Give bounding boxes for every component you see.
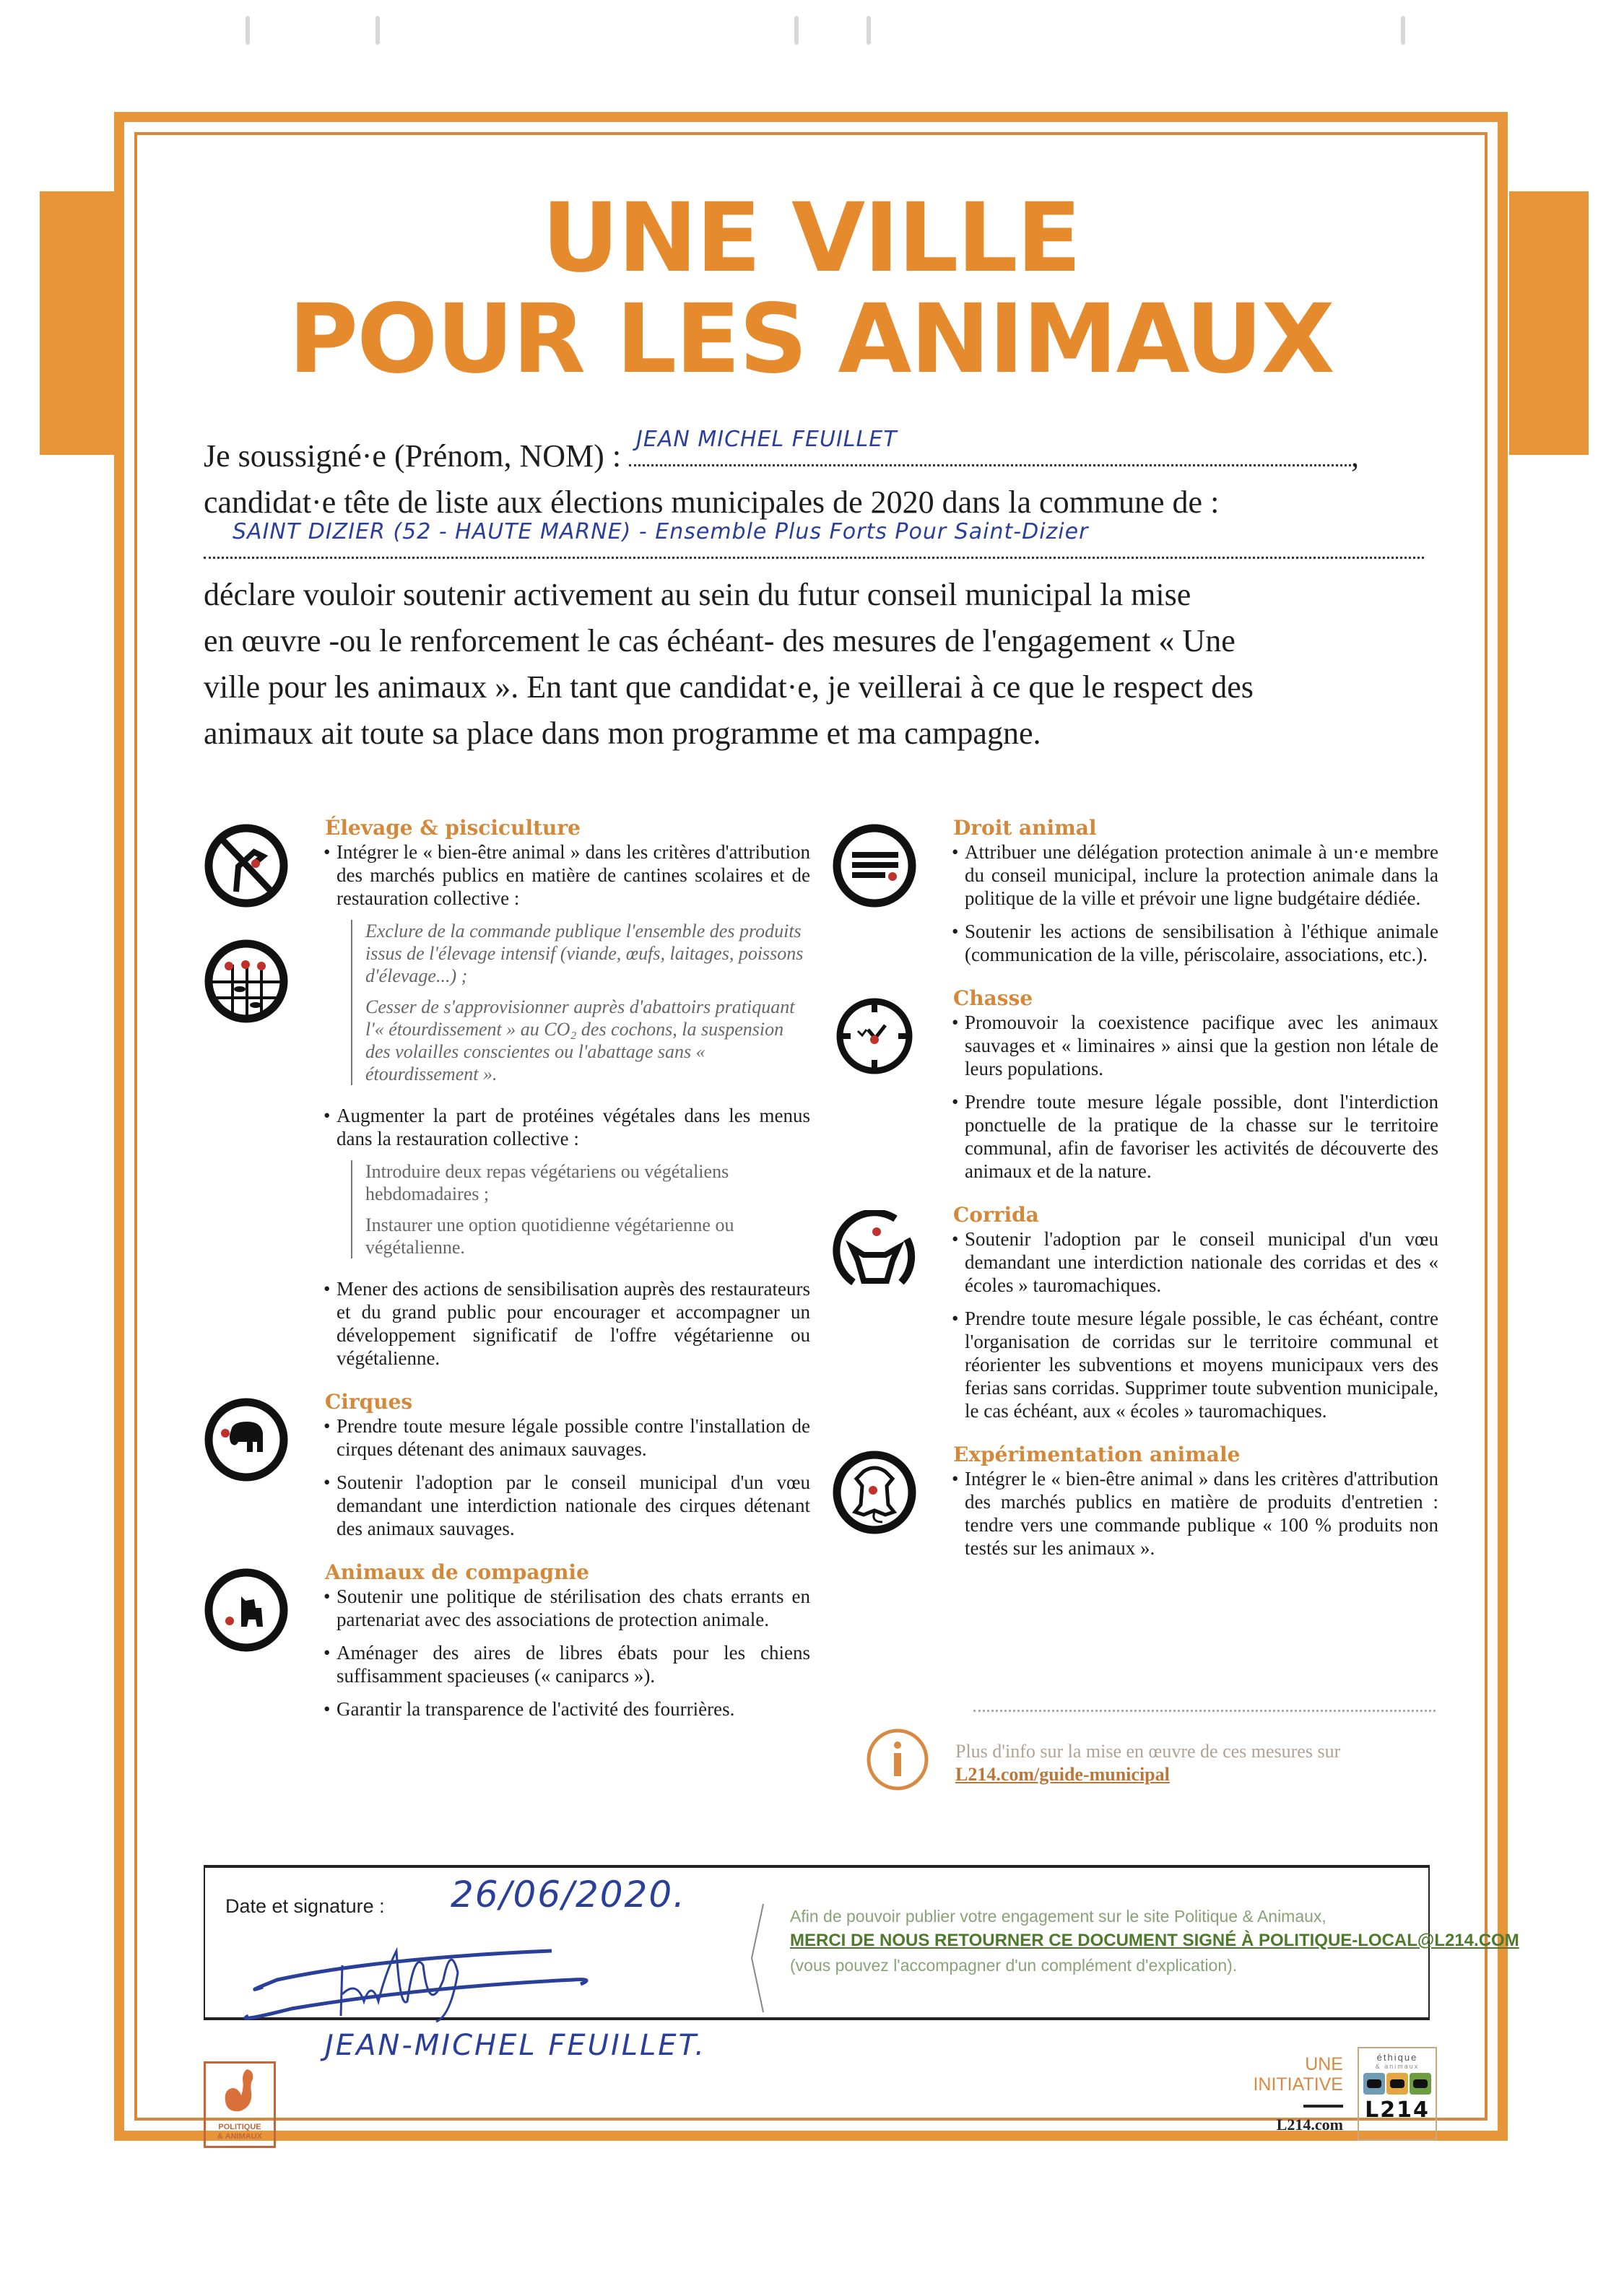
guide-link[interactable]: L214.com/guide-municipal — [955, 1764, 1170, 1785]
sub-measures — [351, 920, 810, 1085]
section-cirques — [204, 1390, 810, 1540]
name-value: JEAN MICHEL FEUILLET — [636, 427, 898, 452]
measure-item: • Intégrer le « bien-être animal » dans les critères d'attribution des marchés publics en matière de cantines scolaires et de restauration collective : — [325, 840, 810, 910]
section-heading: Droit animal — [953, 816, 1097, 840]
return-instructions — [790, 1904, 1519, 1978]
declaration-line: ville pour les animaux ». En tant que candidat·e, je veillerai à ce que le respect des — [204, 669, 1254, 705]
name-field[interactable] — [629, 427, 1351, 466]
measure-item: • Soutenir l'adoption par le conseil municipal d'un vœu demandant une interdiction nationale des cirques détenant des animaux sauvages. — [325, 1471, 810, 1540]
section-droit-animal — [832, 816, 1438, 966]
divider-chevron — [750, 1904, 765, 2012]
measure-item: • Garantir la transparence de l'activité des fourrières. — [325, 1697, 810, 1721]
measure-item: • Augmenter la part de protéines végétales dans les menus dans la restauration collective : — [325, 1104, 810, 1150]
commune-line — [204, 519, 1431, 572]
logo-line-2: & ANIMAUX — [217, 2132, 262, 2141]
sub-measure-item: Introduire deux repas végétariens ou végétaliens hebdomadaires ; — [365, 1161, 729, 1204]
handwritten-signature — [234, 1936, 609, 2023]
return-email-link[interactable]: MERCI DE NOUS RETOURNER CE DOCUMENT SIGNÉ À POLITIQUE-LOCAL@L214.COM — [790, 1931, 1519, 1950]
name-label: Je soussigné·e (Prénom, NOM) : — [204, 438, 622, 474]
sub-measure-item: Cesser de s'approvisionner auprès d'abattoirs pratiquant l'« étourdissement » au CO₂ des cochons, la suspension des volailles conscientes ou l'abattage sans « étourdissement ». — [365, 996, 795, 1084]
section-heading: Élevage & pisciculture — [325, 816, 581, 840]
measure-item: • Prendre toute mesure légale possible, dont l'interdiction ponctuelle de la pratique de la chasse sur le territoire communal, afin de favoriser les activités de découverte des animaux et de la nature. — [953, 1090, 1438, 1183]
section-compagnie — [204, 1560, 810, 1721]
scan-mark — [794, 16, 799, 45]
commune-field[interactable] — [204, 519, 1424, 559]
fish-farm-icon — [204, 939, 289, 1024]
candidate-line: candidat·e tête de liste aux élections municipales de 2020 dans la commune de : — [204, 484, 1220, 520]
declaration — [204, 427, 1431, 757]
scan-mark — [867, 16, 871, 45]
fish-tile-icon — [1363, 2073, 1385, 2095]
cow-tile-icon — [1386, 2073, 1408, 2095]
sub-measures — [351, 1160, 810, 1258]
measure-item: • Aménager des aires de libres ébats pour les chiens suffisamment spacieuses (« caniparcs »). — [325, 1641, 810, 1687]
rooster-icon — [218, 2066, 261, 2117]
section-heading: Animaux de compagnie — [325, 1560, 589, 1584]
declaration-line: en œuvre -ou le renforcement le cas échéant- des mesures de l'engagement « Une — [204, 623, 1236, 658]
measure-item: • Soutenir une politique de stérilisation des chats errants en partenariat avec des associations de protection animale. — [325, 1585, 810, 1631]
l214-tag-1: éthique — [1376, 2052, 1418, 2063]
name-end: , — [1351, 438, 1360, 474]
measure-item: • Attribuer une délégation protection animale à un·e membre du conseil municipal, inclure la protection animale dans la politique de la ville et prévoir une ligne budgétaire dédiée. — [953, 840, 1438, 910]
left-orange-tab — [40, 191, 116, 455]
info-icon — [865, 1727, 930, 1792]
scan-mark — [1401, 16, 1405, 45]
sub-measure-item: Exclure de la commande publique l'ensemble des produits issus de l'élevage intensif (viande, œufs, laitages, poissons d'élevage...) ; — [365, 921, 804, 986]
scan-mark — [375, 16, 380, 45]
name-line — [204, 427, 1431, 479]
section-heading: Expérimentation animale — [953, 1443, 1241, 1466]
note-line-1: Afin de pouvoir publier votre engagement sur le site Politique & Animaux, — [790, 1907, 1326, 1926]
l214-url[interactable]: L214.com — [1276, 2115, 1343, 2134]
handwritten-printed-name: JEAN-MICHEL FEUILLET. — [325, 2029, 706, 2062]
page-title — [134, 183, 1488, 395]
logo-line-1: POLITIQUE — [218, 2123, 261, 2131]
right-orange-tab — [1509, 191, 1589, 455]
commune-value: SAINT DIZIER (52 - HAUTE MARNE) - Ensemble Plus Forts Pour Saint-Dizier — [233, 519, 1089, 544]
signature-date: 26/06/2020. — [451, 1874, 687, 1915]
info-box — [851, 1726, 1443, 1798]
info-text: Plus d'info sur la mise en œuvre de ces mesures sur — [955, 1741, 1341, 1762]
measure-item: • Intégrer le « bien-être animal » dans les critères d'attribution des marchés publics en matière de produits d'entretien : tendre vers une commande publique « 100 % produits non testés sur les animaux ». — [953, 1467, 1438, 1560]
l214-tag-2: & animaux — [1375, 2063, 1420, 2070]
sub-measure-item: Instaurer une option quotidienne végétarienne ou végétalienne. — [365, 1214, 734, 1258]
measure-item: • Soutenir les actions de sensibilisation à l'éthique animale (communication de la ville, périscolaire, associations, etc.). — [953, 920, 1438, 966]
signature-box — [204, 1865, 1519, 2020]
section-elevage — [204, 816, 810, 1370]
measures-left-column — [204, 816, 810, 1741]
measures-right-column — [832, 816, 1438, 1580]
measure-item: • Prendre toute mesure légale possible, le cas échéant, contre l'organisation de corridas sur le territoire communal et réorienter les subventions et moyens municipaux vers des ferias sans corridas. Supprimer toute subvention municipale, le cas échéant, aux « écoles » tauromachiques. — [953, 1307, 1438, 1422]
l214-initiative — [1228, 2047, 1437, 2141]
initiative-rule — [1303, 2105, 1343, 2108]
title-line-1: UNE VILLE — [542, 183, 1080, 294]
measure-item: • Mener des actions de sensibilisation auprès des restaurateurs et du grand public pour encourager et accompagner un développement significatif de l'offre végétarienne ou végétalienne. — [325, 1277, 810, 1370]
section-experimentation — [832, 1443, 1438, 1560]
initiative-line-1: UNE — [1305, 2054, 1343, 2074]
initiative-line-2: INITIATIVE — [1253, 2074, 1343, 2095]
scan-mark — [246, 16, 250, 45]
l214-brand: L214 — [1365, 2097, 1430, 2123]
title-line-2: POUR LES ANIMAUX — [288, 284, 1334, 395]
dotted-divider — [973, 1710, 1436, 1712]
bull-icon — [832, 1210, 917, 1295]
chicken-tile-icon — [1410, 2073, 1431, 2095]
section-heading: Corrida — [953, 1203, 1039, 1227]
declaration-line: déclare vouloir soutenir activement au sein du futur conseil municipal la mise — [204, 577, 1191, 612]
note-line-3: (vous pouvez l'accompagner d'un complément d'explication). — [790, 1956, 1238, 1975]
document-seal-icon — [832, 823, 917, 908]
section-heading: Cirques — [325, 1390, 413, 1414]
section-heading: Chasse — [953, 986, 1033, 1010]
section-chasse — [832, 986, 1438, 1183]
lab-rat-icon — [832, 1450, 917, 1535]
declaration-line: animaux ait toute sa place dans mon programme et ma campagne. — [204, 716, 1041, 751]
measure-item: • Prendre toute mesure légale possible contre l'installation de cirques détenant des animaux sauvages. — [325, 1414, 810, 1461]
politique-animaux-logo — [204, 2061, 276, 2148]
elephant-icon — [204, 1397, 289, 1482]
measure-item: • Promouvoir la coexistence pacifique avec les animaux sauvages et « liminaires » ainsi que la gestion non létale de leurs populations. — [953, 1011, 1438, 1080]
measure-item: • Soutenir l'adoption par le conseil municipal d'un vœu demandant une interdiction nationale des corridas et des « écoles » tauromachiques. — [953, 1227, 1438, 1297]
section-corrida — [832, 1203, 1438, 1422]
no-chicken-leg-icon — [204, 823, 289, 908]
crosshair-birds-icon — [832, 993, 917, 1079]
signature-label: Date et signature : — [225, 1895, 385, 1917]
dog-icon — [204, 1567, 289, 1653]
l214-logo — [1358, 2047, 1437, 2141]
